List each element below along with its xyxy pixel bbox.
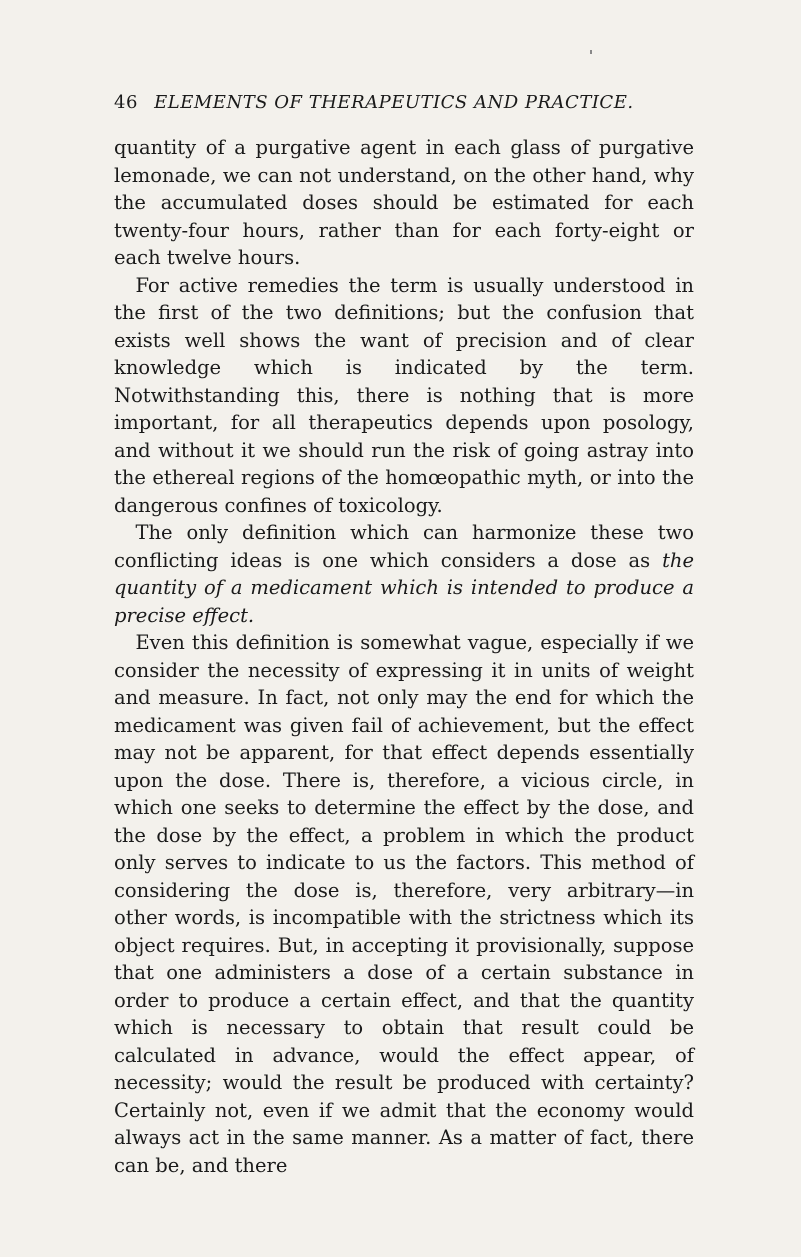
paragraph-2: For active remedies the term is usually understood in the first of the two definitions; but the confusion that exists well shows the want of precision and of clear knowledge which is indicated by the term. Notwithstanding this, there is nothing that is more important, for all therapeutics depends upon posology, and without it we should run the risk of going astray into the ethereal regions of the homœopathic myth, or into the dangerous confines of toxicology. xyxy=(114,273,694,517)
paragraph-4: Even this definition is somewhat vague, especially if we consider the necessity of expressing it in units of weight and measure. In fact, not only may the end for which the medicament was given fail of achievement, but the effect may not be apparent, for that effect depends essentially upon the dose. There is, therefore, a vicious circle, in which one seeks to determine the effect by the dose, and the dose by the effect, a problem in which the product only serves to indicate to us the factors. This method of considering the dose is, therefore, very arbitrary—in other words, is incompatible with the strictness which its object requires. But, in accepting it provisionally, suppose that one administers a dose of a certain substance in order to produce a certain effect, and that the quantity which is necessary to obtain that result could be calculated in advance, would the effect appear, of necessity; would the result be produced with certainty? Certainly not, even if we admit that the economy would always act in the same manner. As a matter of fact, there can be, and there xyxy=(114,631,694,1177)
paragraph-3 xyxy=(114,519,694,629)
paper-speck xyxy=(590,50,592,54)
dose-definition: the quantity of a medicament which is intended to produce a precise effect. xyxy=(114,548,694,627)
running-title: ELEMENTS OF THERAPEUTICS AND PRACTICE. xyxy=(154,92,634,113)
page-number: 46 xyxy=(114,92,138,113)
paragraph-3-text: The only definition which can harmonize these two conflicting ideas is one which considers a dose as xyxy=(114,521,694,572)
running-head xyxy=(114,92,694,113)
paragraph-1: quantity of a purgative agent in each glass of purgative lemonade, we can not understand, on the other hand, why the accumulated doses should be estimated for each twenty-four hours, rather than for each forty-eight or each twelve hours. xyxy=(114,136,694,269)
body-text xyxy=(114,134,694,1179)
